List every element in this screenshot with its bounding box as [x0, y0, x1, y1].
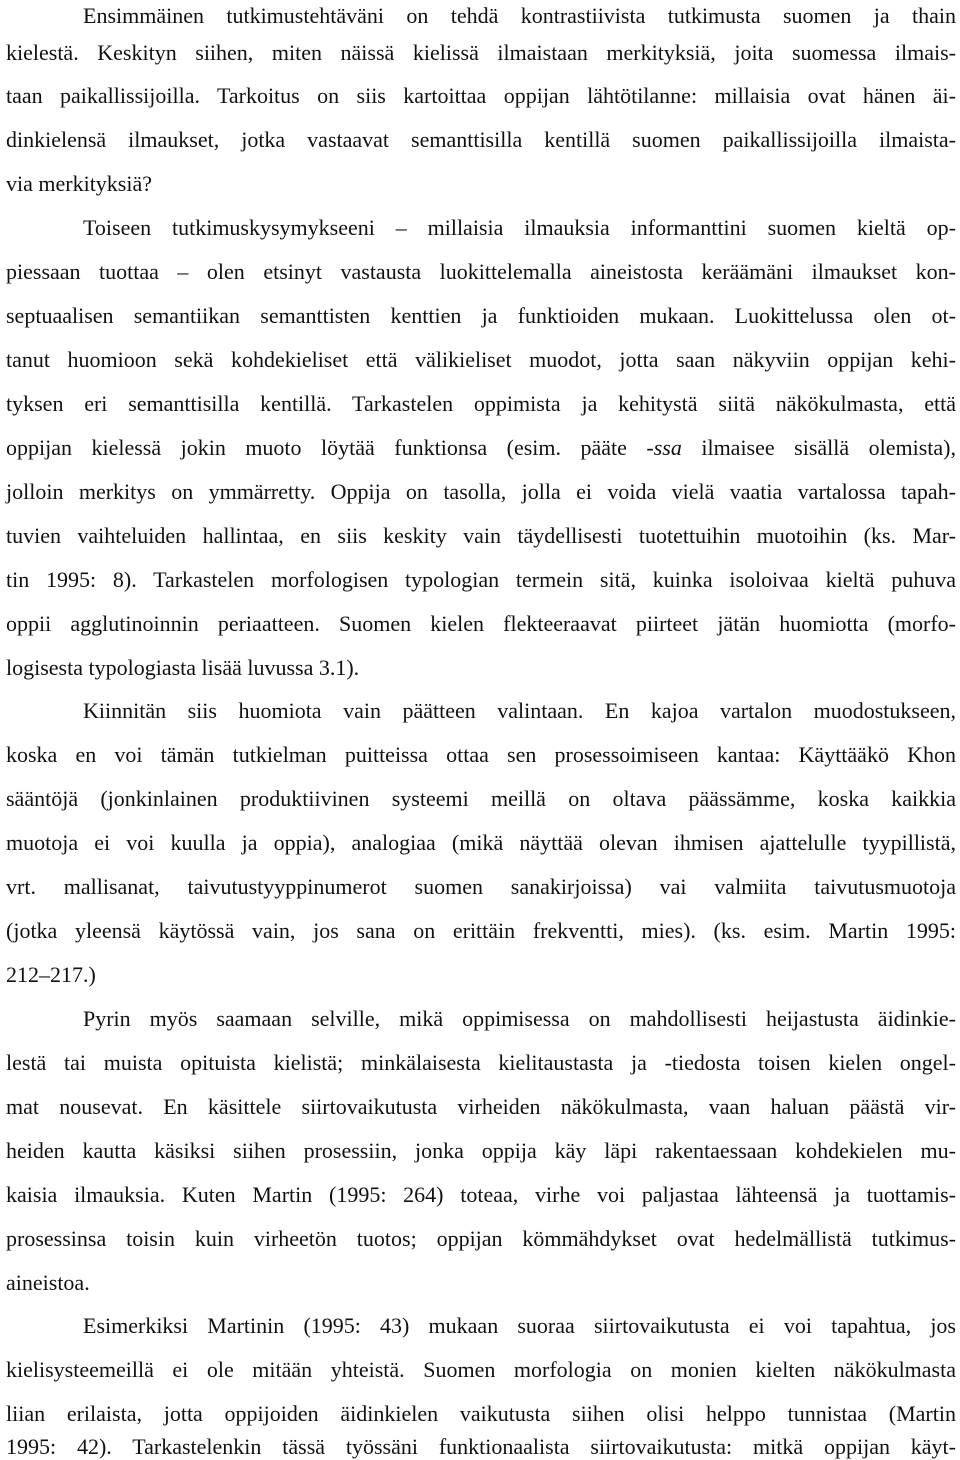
text-line: tuvien vaihteluiden hallintaa, en siis keskity vain täydellisesti tuotettuihin muotoihin (ks. Mar- [6, 523, 956, 548]
text-line: tin 1995: 8). Tarkastelen morfologisen typologian termein sitä, kuinka isoloivaa kieltä puhuva [6, 567, 956, 592]
text-line: piessaan tuottaa – olen etsinyt vastausta luokittelemalla aineistosta keräämäni ilmaukset kon- [6, 259, 956, 284]
text-line: septuaalisen semantiikan semanttisten kenttien ja funktioiden mukaan. Luokittelussa olen ot- [6, 303, 956, 328]
text-line: via merkityksiä? [6, 171, 153, 196]
text-line: aineistoa. [6, 1270, 90, 1295]
text-line: lestä tai muista opituista kielistä; minkälaisesta kielitaustasta ja -tiedosta toisen kielen ongel- [6, 1050, 956, 1075]
text-line: 212–217.) [6, 962, 96, 987]
text-line: tanut huomioon sekä kohdekieliset että välikieliset muodot, jotta saan näkyviin oppijan kehi- [6, 347, 956, 372]
text-line: vrt. mallisanat, taivutustyyppinumerot suomen sanakirjoissa) vai valmiita taivutusmuotoja [6, 874, 956, 899]
text-line: oppijan kielessä jokin muoto löytää funktionsa (esim. pääte -ssa ilmaisee sisällä olemista), [6, 435, 956, 460]
text-line: mat nousevat. En käsittele siirtovaikutusta virheiden näkökulmasta, vaan haluan päästä vir- [6, 1094, 956, 1119]
text-line: tyksen eri semanttisilla kentillä. Tarkastelen oppimista ja kehitystä siitä näkökulmasta, että [6, 391, 956, 416]
text-line: Toiseen tutkimuskysymykseeni – millaisia ilmauksia informanttini suomen kieltä op- [83, 215, 956, 240]
text-line: kaisia ilmauksia. Kuten Martin (1995: 264) toteaa, virhe voi paljastaa lähteensä ja tuottamis- [6, 1182, 956, 1207]
text-line: kielestä. Keskityn siihen, miten näissä kielissä ilmaistaan merkityksiä, joita suomessa ilmais- [6, 40, 956, 65]
text-line: dinkielensä ilmaukset, jotka vastaavat semanttisilla kentillä suomen paikallissijoilla ilmaista- [6, 127, 956, 152]
text-line: logisesta typologiasta lisää luvussa 3.1). [6, 655, 360, 680]
text-line: Kiinnitän siis huomiota vain päätteen valintaan. En kajoa vartalon muodostukseen, [83, 698, 956, 723]
text-line: taan paikallissijoilla. Tarkoitus on siis kartoittaa oppijan lähtötilanne: millaisia ovat hänen äi- [6, 83, 956, 108]
text-line: koska en voi tämän tutkielman puitteissa ottaa sen prosessoimiseen kantaa: Käyttääkö Khon [6, 742, 956, 767]
text-line: liian erilaista, jotta oppijoiden äidinkielen vaikutusta siihen olisi helppo tunnistaa (Martin [6, 1401, 956, 1426]
text-line: muotoja ei voi kuulla ja oppia), analogiaa (mikä näyttää olevan ihmisen ajattelulle tyypillistä, [6, 830, 956, 855]
text-line: Esimerkiksi Martinin (1995: 43) mukaan suoraa siirtovaikutusta ei voi tapahtua, jos [83, 1313, 956, 1338]
text-line: jolloin merkitys on ymmärretty. Oppija on tasolla, jolla ei voida vielä vaatia vartalossa tapah- [6, 479, 956, 504]
text-line: (jotka yleensä käytössä vain, jos sana on erittäin frekventti, mies). (ks. esim. Martin 1995: [6, 918, 956, 943]
text-line: prosessinsa toisin kuin virheetön tuotos; oppijan kömmähdykset ovat hedelmällistä tutkimus- [6, 1226, 956, 1251]
text-line: heiden kautta käsiksi siihen prosessiin, jonka oppija käy läpi rakentaessaan kohdekielen mu- [6, 1138, 956, 1163]
text-line: Pyrin myös saamaan selville, mikä oppimisessa on mahdollisesti heijastusta äidinkie- [83, 1006, 956, 1031]
text-line: 1995: 42). Tarkastelenkin tässä työssäni funktionaalista siirtovaikutusta: mitkä oppijan käyt- [6, 1434, 956, 1459]
text-line: sääntöjä (jonkinlainen produktiivinen systeemi meillä on oltava päässämme, koska kaikkia [6, 786, 956, 811]
text-line: kielisysteemeillä ei ole mitään yhteistä. Suomen morfologia on monien kielten näkökulmasta [6, 1357, 956, 1382]
text-line: oppii agglutinoinnin periaatteen. Suomen kielen flekteeraavat piirteet jätän huomiotta (morfo- [6, 611, 956, 636]
text-line: Ensimmäinen tutkimustehtäväni on tehdä kontrastiivista tutkimusta suomen ja thain [83, 3, 956, 28]
